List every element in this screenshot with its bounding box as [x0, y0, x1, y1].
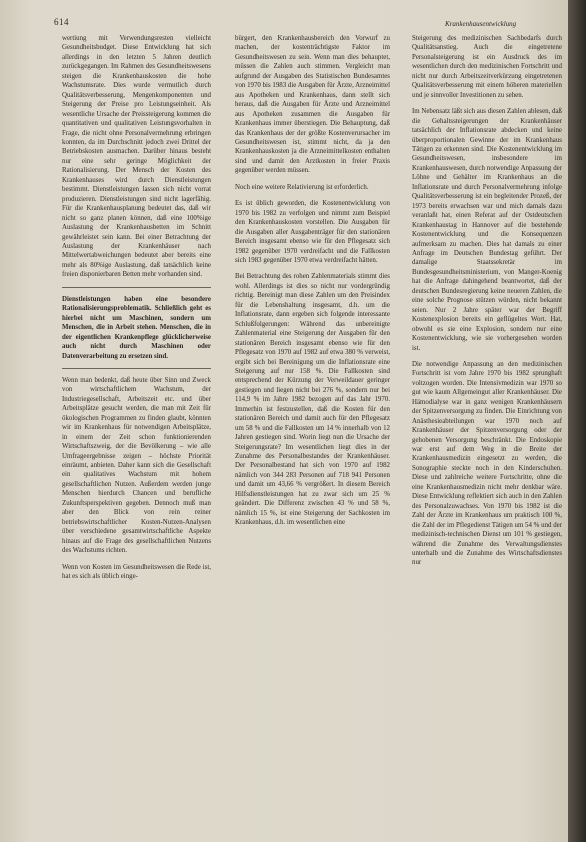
page-number: 614 [54, 17, 69, 27]
paragraph: Bei Betrachtung des rohen Zahlenmaterials stimmt dies wohl. Allerdings ist dies so nicht nur vordergründig richtig. Bereinigt man diese Zahlen um den Preisindex für die Lebenshaltung insgesamt, d.h. um die Inflationsrate, dann ergeben sich folgende interessante Schlußfolgerungen: Während das unbereinigte Zahlenmaterial eine Steigerung der Ausgaben für den stationären Bereich insgesamt ebenso wie für den Pflegesatz von 1970 auf 1982 auf etwa 380 % verweist, ergibt sich bei Bereinigung um die Inflationsrate eine Steigerung auf nur 158 %. Die Fallkosten sind entsprechend der Kürzung der Verweildauer geringer gestiegen und liegen nicht bei 276 %, sondern nur bei 114,9 % im Jahre 1982 bezogen auf das Jahr 1970. Immerhin ist festzustellen, daß die Kosten für den stationären Bereich und damit auch für den Pflegesatz um 58 % und die Fallkosten um 14 % innerhalb von 12 Jahren gestiegen sind. Worin liegt nun die Ursache der Steigerungsrate? Im wesentlichen liegt dies in der Zunahme des Personalbestandes der Krankenhäuser. Der Personalbestand hat sich von 1970 auf 1982 nämlich von 344 283 Personen auf 718 941 Personen und damit um 43,66 % vergrößert. In diesem Bereich Hilfsdienstleistungen hat zu zwar sich um 25 % geändert. Die Differenz zwischen 43 % und 58 %, nämlich 15 %, ist eine Steigerung der Sachkosten im Krankenhaus, d.h. im wesentlichen eine [235, 273, 390, 527]
paragraph: Wenn man bedenkt, daß heute über Sinn und Zweck von wirtschaftlichem Wachstum, der Industriegesellschaft, Arbeitszeit etc. und über Arbeitsplätze gesucht werden, die man mit Zeit für ökologischen Programmen zu finden glaubt, könnten wir im Krankenhaus für notwendigen Arbeitsplätze, in einem der Zeit schon funktionierenden Wirtschaftszweig, der die Bevölkerung – wie alle Umfrageergebnisse zeigen – höchste Priorität einräumt, anbieten. Daher kann sich die Gesellschaft ein qualitatives Wachstum mit hohem gesellschaftlichen Nutzen. Außerdem werden junge Menschen hierdurch Chancen und berufliche Zukunftsperspektiven gegeben. Dennoch muß man aber den Blick von rein reiner betriebswirtschaftlicher Kosten-Nutzen-Analysen über verschiedene gesamtwirtschaftliche Aspekte hinaus auf die Frage des gesellschaftlichen Nutzens des Wachstums richten. [62, 376, 211, 555]
running-head: Krankenhausentwicklung [445, 20, 517, 28]
paragraph: bürgert, den Krankenhausbereich den Vorwurf zu machen, der kostenträchtigste Faktor im Gesundheitswesen zu sein. Wenn man dies behauptet, müssen die Zahlen auch stimmen. Vergleicht man aufgrund der Ausgaben des Statistischen Bundesamtes von 1970 bis 1983 die Ausgaben für Ärzte, Arzneimittel aus Apotheken und Krankenhaus, dann stellt sich heraus, daß die Ausgaben für Ärzte und Arzneimittel aus Apotheken zusammen die Ausgaben für Krankenhaus immer überstiegen. Die Behauptung, daß das Krankenhaus der der größte Kostenverursacher im Gesundheitswesen ist, stimmt nicht, da ja den Krankenhauskosten ja die Arzneimittelkosten enthalten sind und damit den Arztkosten in freier Praxis gegenüber werden müssen. [235, 35, 390, 175]
separator-rule [62, 368, 211, 369]
paragraph: Im Nebensatz läßt sich aus diesen Zahlen ablesen, daß die Gehaltssteigerungen der Krankenhäuser tatsächlich der Inflationsrate abdecken und keine überproportionalen Gewinne der im Krankenhaus Tätigen zu erkennen sind. Die Kostenentwicklung im Gesundheitswesen, insbesondere im Krankenhauswesen, durch notwendige Anpassung der Löhne und Gehälter im Krankenhaus an die Inflationsrate und durch Personalvermehrung infolge Qualitätsverbesserung ist ein begleitender Prozeß, der 1973 bereits erwachsen war und mich damals dazu veranlaßt hat, einen Referat auf der Ostdeutschen Krankenhaustag in Hannover auf die bestehende Kostenentwicklung und die Konsequenzen aufmerksam zu machen. Dies hat damals zu einer Anfrage im Deutschen Bundestag geführt. Der damalige Staatssekretär im Bundesgesundheitsministerium, von Manger-Koenig hat die Anfrage dahingehend beantwortet, daß der deutschen Bundesregierung keine neueren Zahlen, die eine solche Prognose stützen würden, nicht bekannt seien. Nur 2 Jahre später war der Begriff Kostenexplosion bereits ein geflügeltes Wort. Hat, obwohl es sie eine Explosion, sondern nur eine Kostenentwicklung, wie sie vorhergesehen worden ist. [412, 108, 562, 352]
highlighted-paragraph: Dienstleistungen haben eine besondere Rationalisierungsproblematik. Schließlich geht es hierbei nicht um Maschinen, sondern um Menschen, die in Arbeit stehen. Menschen, die in der eigentlichen Krankenpflege glücklicherweise auch nicht durch Maschinen oder Datenverarbeitung zu ersetzen sind. [62, 295, 211, 360]
paragraph: wertiung mit Verwendungsresten vielleicht Gesundheitsbudget. Diese Entwicklung hat sich allerdings in den letzten 5 Jahren deutlich zurückgegangen. Im Rahmen des Gesundheitswesens steigen die Krankenhauskosten die hohe Wachstumsrate. Dies wurde vermutlich durch Qualitätsverbesserung, Mengenkomponenten und Steigerung der Preise pro Leistungseinheit. Als wesentliche Ursache der Preissteigerung kommen die quantitativen und qualitativen Leistungsvorhalten in Frage, die nicht ohne Personalvermehrung erbringen konnten, da im Durchschnitt jedoch zwei Drittel der Betriebskosten ausmachen. Darüber hinaus besteht nur eine sehr geringe Möglichkeit der Rationalisierung. Der Mensch der Kosten des Krankenhauses wird durch Dienstleistungen bestimmt. Dienstleistungen lassen sich nicht vorrat produzieren. Dienstleistungen sind nicht lagerfähig. Für die Krankenhausplanung bedeutet das, daß wir nicht so ganz planen können, daß eine 100%ige Auslastung der Krankenhausbetten im Schnitt gewährleistet sein kann. Bei einer Betrachtung der Auslastung der Krankenhäuser nach Mittelwertabweichungen bedeutet aber bereits eine mehr als 80%ige Auslastung, daß tatsächlich keine freien disponierbaren Betten mehr vorhanden sind. [62, 35, 211, 279]
paragraph: Wenn von Kosten im Gesundheitswesen die Rede ist, hat es sich als üblich einge- [62, 563, 211, 581]
text-column-3 [412, 34, 562, 814]
separator-rule [62, 287, 211, 288]
paragraph: Es ist üblich geworden, die Kostenentwicklung von 1970 bis 1982 zu verfolgen und nimmt zum Beispiel den Krankenhauskosten vorstellen. Die Ausgaben für die Ausgaben aller Ausgabenträger für den stationären Bereich insgesamt ebenso wie für den Pflegesatz sich 1982 gegenüber 1970 verdreifacht und die Fallkosten sich 1983 gegenüber 1970 etwa verdreifacht hätten. [235, 200, 390, 264]
text-column-1 [62, 34, 211, 588]
paragraph: Steigerung des medizinischen Sachbedarfs durch Qualitätsanstieg. Auch die eingetretene Personalsteigerung ist ein Ausdruck des im wesentlichen durch den medizinischen Fortschritt und nicht nur durch Arbeitszeitverkürzung eingetretenen Qualitätsverbesserung mit einem höheren materiellen und je sinnvoller Investitionen zu sehen. [412, 35, 562, 99]
paragraph: Noch eine weitere Relativierung ist erforderlich. [235, 183, 369, 191]
book-spine-shadow [568, 0, 586, 842]
paragraph: Die notwendige Anpassung an den medizinischen Fortschritt ist vom Jahre 1970 bis 1982 sprunghaft voltzogen worden. Die Intensivmedizin war 1970 so gut wie kaum Allgemeingut aller Krankenhäuser. Die Hämodialyse war in ganz wenigen Krankenhäusern der Spitzenversorgung zu finden. Die Einrichtung von Anästhesieabteilungen war 1970 noch auf Krankenhäuser der Spitzenversorgung oder der gehobenen Versorgung beschränkt. Die Endoskopie war erst auf dem Weg in die Breite der Krankenhausmedizin eingesetzt zu werden, die Sonographie steckte noch in den Kinderschuhen. Diese und zahlreiche weitere Fortschritte, ohne die eine Krankenhausmedizin nicht mehr denkbar wäre. Diese Entwicklung reflektiert sich auch in den Zahlen des Personalzuwachses. Von 1970 bis 1982 ist die Zahl der Ärzte im Krankenhaus um praktisch 100 %, die Zahl der im Pflegedienst Tätigen um 54 % und der medizinisch-technischen Dienst um 101 % gestiegen, während die Zunahme des Verwaltungsdienstes unterhalb und die Zunahme des Wirtschaftsdienstes nur [412, 360, 562, 567]
text-column-2 [235, 34, 390, 535]
